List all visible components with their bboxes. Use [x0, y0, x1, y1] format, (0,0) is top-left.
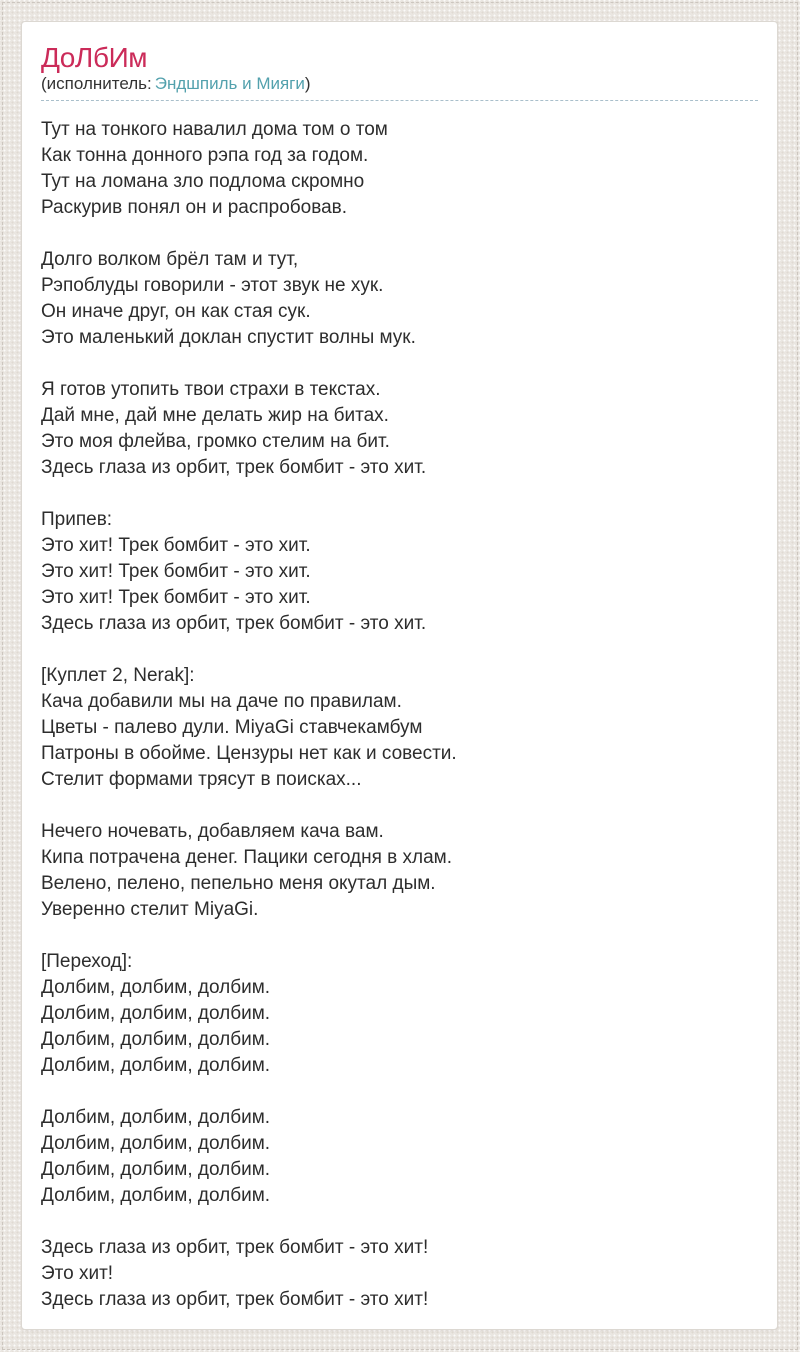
lyrics-card [21, 21, 778, 1330]
lyric-line: Раскурив понял он и распробовав. [41, 197, 348, 218]
lyric-stanza [41, 949, 758, 1079]
lyric-stanza [41, 247, 758, 351]
lyric-line: Долбим, долбим, долбим. [41, 977, 271, 998]
song-title: ДоЛбИм [41, 42, 147, 73]
lyric-line: Это хит! Трек бомбит - это хит. [41, 561, 311, 582]
lyric-stanza [41, 117, 758, 221]
lyric-line: Кипа потрачена денег. Пацики сегодня в хлам. [41, 847, 453, 868]
artist-row [41, 75, 758, 101]
lyric-line: Здесь глаза из орбит, трек бомбит - это хит! [41, 1289, 429, 1310]
lyric-line: Здесь глаза из орбит, трек бомбит - это хит. [41, 613, 427, 634]
artist-link[interactable]: Эндшпиль и Мияги [154, 74, 305, 93]
lyric-line: Кача добавили мы на даче по правилам. [41, 691, 402, 712]
lyric-line: Цветы - палево дули. MiyaGi ставчекамбум [41, 717, 423, 738]
lyric-line: Уверенно стелит MiyaGi. [41, 899, 259, 920]
lyric-line: Долбим, долбим, долбим. [41, 1159, 271, 1180]
lyric-line: Я готов утопить твои страхи в текстах. [41, 379, 381, 400]
lyric-line: Велено, пелено, пепельно меня окутал дым. [41, 873, 436, 894]
lyric-line: Дай мне, дай мне делать жир на битах. [41, 405, 389, 426]
lyric-line: Тут на ломана зло подлома скромно [41, 171, 365, 192]
lyric-line: Здесь глаза из орбит, трек бомбит - это хит! [41, 1237, 429, 1258]
lyric-line: Долбим, долбим, долбим. [41, 1107, 271, 1128]
lyric-line: Долбим, долбим, долбим. [41, 1185, 271, 1206]
artist-label: (исполнитель: [41, 74, 152, 93]
lyric-line: Это маленький доклан спустит волны мук. [41, 327, 416, 348]
lyric-line: Долго волком брёл там и тут, [41, 249, 299, 270]
lyric-line: Долбим, долбим, долбим. [41, 1055, 271, 1076]
lyric-line: Патроны в обойме. Цензуры нет как и совести. [41, 743, 457, 764]
lyric-line: Стелит формами трясут в поисках... [41, 769, 362, 790]
lyric-line: [Переход]: [41, 951, 133, 972]
lyric-stanza [41, 1235, 758, 1313]
lyric-line: Здесь глаза из орбит, трек бомбит - это хит. [41, 457, 427, 478]
lyric-line: Это хит! [41, 1263, 114, 1284]
lyric-stanza [41, 663, 758, 793]
lyric-line: Это хит! Трек бомбит - это хит. [41, 535, 311, 556]
lyric-line: Долбим, долбим, долбим. [41, 1029, 271, 1050]
lyrics-text [41, 117, 758, 1313]
lyric-line: Припев: [41, 509, 113, 530]
lyric-stanza [41, 377, 758, 481]
lyric-line: Долбим, долбим, долбим. [41, 1003, 271, 1024]
lyric-line: [Куплет 2, Nerak]: [41, 665, 195, 686]
lyric-line: Долбим, долбим, долбим. [41, 1133, 271, 1154]
lyric-stanza [41, 507, 758, 637]
lyric-line: Как тонна донного рэпа год за годом. [41, 145, 369, 166]
lyric-stanza [41, 1105, 758, 1209]
lyric-line: Это хит! Трек бомбит - это хит. [41, 587, 311, 608]
lyric-stanza [41, 819, 758, 923]
lyric-line: Рэпоблуды говорили - этот звук не хук. [41, 275, 384, 296]
lyric-line: Нечего ночевать, добавляем кача вам. [41, 821, 384, 842]
lyric-line: Тут на тонкого навалил дома том о том [41, 119, 388, 140]
lyric-line: Это моя флейва, громко стелим на бит. [41, 431, 390, 452]
artist-suffix: ) [304, 74, 311, 93]
lyric-line: Он иначе друг, он как стая сук. [41, 301, 311, 322]
